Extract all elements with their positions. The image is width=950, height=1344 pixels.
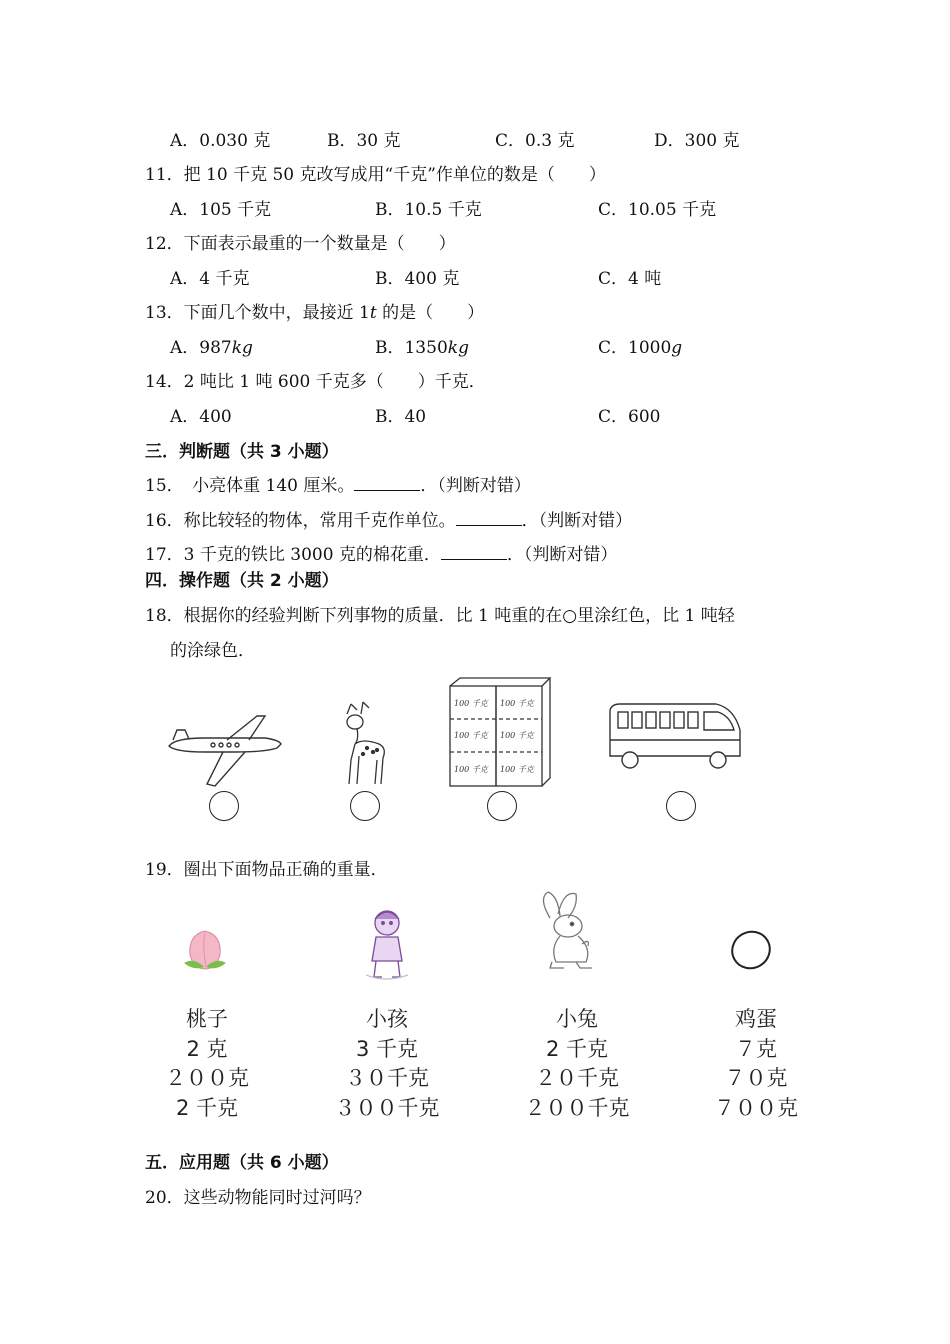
q10-option-c: C．0.3 克 bbox=[495, 131, 575, 151]
section3-title: 三．判断题（共 3 小题） bbox=[145, 442, 339, 462]
weight-option[interactable]: ７０克 bbox=[724, 1066, 788, 1090]
q19-item-peach bbox=[137, 1005, 277, 1123]
boxes-icon bbox=[448, 676, 552, 788]
q10-option-b: B．30 克 bbox=[327, 131, 401, 151]
peach-icon bbox=[182, 925, 228, 975]
q12-stem: 12．下面表示最重的一个数量是（ ） bbox=[145, 234, 456, 254]
q13-option-a: A．987kg bbox=[170, 338, 253, 358]
q11-stem: 11．把 10 千克 50 克改写成用“千克”作单位的数是（ ） bbox=[145, 165, 606, 185]
weight-option[interactable]: ２０千克 bbox=[535, 1066, 619, 1090]
q12-option-c: C．4 吨 bbox=[598, 269, 662, 289]
weight-option[interactable]: ２００克 bbox=[165, 1066, 249, 1090]
q13-option-c: C．1000g bbox=[598, 338, 683, 358]
q11-option-a: A．105 千克 bbox=[170, 200, 272, 220]
q19-item-child bbox=[317, 1005, 457, 1123]
weight-option[interactable]: ２００千克 bbox=[524, 1095, 630, 1120]
q19-stem: 19．圈出下面物品正确的重量． bbox=[145, 860, 388, 880]
weight-option[interactable]: 2 千克 bbox=[175, 1095, 239, 1120]
weight-option[interactable]: ７克 bbox=[735, 1036, 777, 1061]
answer-circle[interactable] bbox=[666, 791, 696, 821]
section4-title: 四．操作题（共 2 小题） bbox=[145, 571, 339, 591]
q14-option-b: B．40 bbox=[375, 407, 427, 427]
item-name: 鸡蛋 bbox=[735, 1007, 777, 1031]
q13-option-b: B．1350kg bbox=[375, 338, 469, 358]
q14-option-a: A．400 bbox=[170, 407, 232, 427]
answer-circle[interactable] bbox=[209, 791, 239, 821]
answer-circle[interactable] bbox=[487, 791, 517, 821]
bus-icon bbox=[606, 700, 746, 772]
box-label: 100 千克 bbox=[454, 699, 488, 708]
box-label: 100 千克 bbox=[500, 699, 534, 708]
weight-option[interactable]: ３０千克 bbox=[345, 1066, 429, 1090]
item-name: 桃子 bbox=[186, 1007, 228, 1031]
q18-line1: 18．根据你的经验判断下列事物的质量．比 1 吨重的在○里涂红色，比 1 吨轻 bbox=[145, 606, 735, 626]
q11-option-b: B．10.5 千克 bbox=[375, 200, 482, 220]
weight-option[interactable]: 3 千克 bbox=[355, 1036, 419, 1061]
rabbit-icon bbox=[536, 888, 600, 974]
child-icon bbox=[362, 905, 412, 983]
q14-option-c: C．600 bbox=[598, 407, 661, 427]
q16-blank[interactable] bbox=[456, 511, 522, 526]
q16: 16．称比较轻的物体，常用千克作单位。 ．（判断对错） bbox=[145, 511, 633, 531]
weight-option[interactable]: 2 克 bbox=[186, 1036, 228, 1061]
item-name: 小兔 bbox=[556, 1007, 598, 1031]
item-name: 小孩 bbox=[366, 1007, 408, 1031]
box-label: 100 千克 bbox=[500, 731, 534, 740]
deer-icon bbox=[333, 700, 393, 788]
q19-item-rabbit bbox=[507, 1005, 647, 1123]
q11-option-c: C．10.05 千克 bbox=[598, 200, 717, 220]
box-label: 100 千克 bbox=[454, 731, 488, 740]
box-label: 100 千克 bbox=[500, 765, 534, 774]
q19-item-egg bbox=[686, 1005, 826, 1123]
q18-line2: 的涂绿色． bbox=[170, 641, 255, 661]
egg-icon bbox=[729, 928, 773, 972]
answer-circle[interactable] bbox=[350, 791, 380, 821]
weight-option[interactable]: ７００克 bbox=[714, 1095, 798, 1120]
q10-option-d: D．300 克 bbox=[654, 131, 740, 151]
box-label: 100 千克 bbox=[454, 765, 488, 774]
section5-title: 五．应用题（共 6 小题） bbox=[145, 1153, 339, 1173]
airplane-icon bbox=[165, 712, 285, 788]
q14-stem: 14．2 吨比 1 吨 600 千克多（ ）千克． bbox=[145, 372, 486, 392]
q13-stem: 13．下面几个数中，最接近 1t 的是（ ） bbox=[145, 303, 485, 323]
q20-stem: 20．这些动物能同时过河吗？ bbox=[145, 1188, 371, 1208]
weight-option[interactable]: ３００千克 bbox=[334, 1095, 440, 1120]
q15-blank[interactable] bbox=[354, 476, 420, 491]
q17-blank[interactable] bbox=[441, 545, 507, 560]
q12-option-a: A．4 千克 bbox=[170, 269, 250, 289]
q15: 15． 小亮体重 140 厘米。 ．（判断对错） bbox=[145, 476, 531, 496]
q10-option-a: A．0.030 克 bbox=[170, 131, 271, 151]
weight-option[interactable]: 2 千克 bbox=[545, 1036, 609, 1061]
q12-option-b: B．400 克 bbox=[375, 269, 460, 289]
q17: 17．3 千克的铁比 3000 克的棉花重． ．（判断对错） bbox=[145, 545, 618, 565]
